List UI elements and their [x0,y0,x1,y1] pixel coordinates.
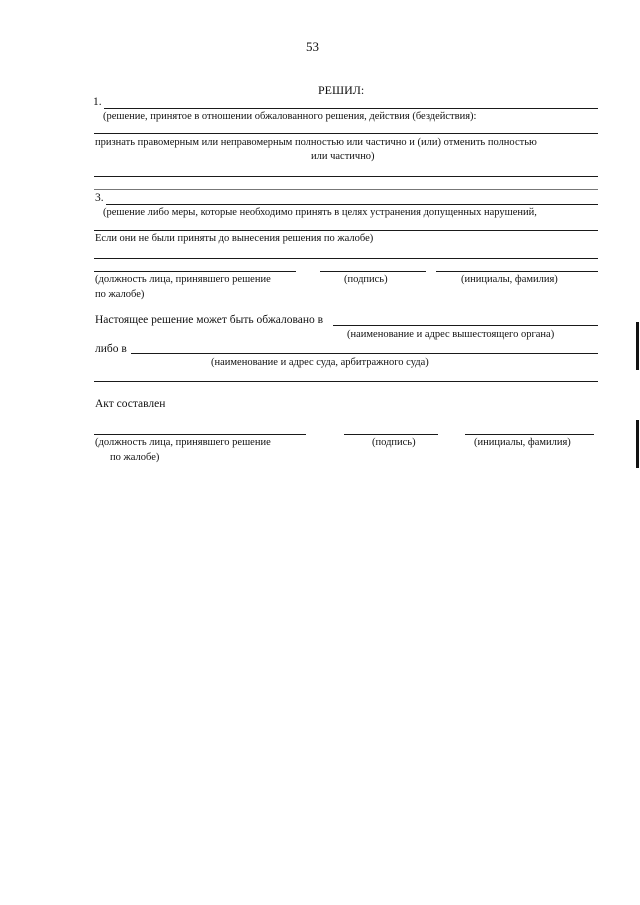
sig2-position-line [94,434,306,435]
sig1-position-label-1: (должность лица, принявшего решение [95,274,271,285]
item-1-line [104,108,598,109]
sig2-signature-label: (подпись) [372,437,416,448]
court-caption: (наименование и адрес суда, арбитражного суда) [211,357,429,368]
sig1-signature-line [320,271,426,272]
higher-body-line [333,325,598,326]
higher-body-caption: (наименование и адрес вышестоящего органа) [347,329,555,340]
sig2-signature-line [344,434,438,435]
item-1-caption: (решение, принятое в отношении обжалованного решения, действия (бездействия): [103,111,477,122]
appeal-blank-line [94,381,598,382]
item-1-options-line-2: или частично) [311,151,375,162]
page-number: 53 [306,39,319,54]
item-1-answer-line [94,133,598,134]
sig1-name-line [436,271,598,272]
sig2-position-label-1: (должность лица, принявшего решение [95,437,271,448]
sig2-position-label-2: по жалобе) [110,452,160,463]
sig2-name-line [465,434,594,435]
item-3-number: 3. [95,192,104,204]
decision-heading: РЕШИЛ: [318,83,365,97]
item-2-line-b [94,189,598,190]
item-3-caption-cont: Если они не были приняты до вынесения решения по жалобе) [95,233,374,244]
sig1-position-line [94,271,296,272]
item-1-number: 1. [93,96,102,108]
item-1-options-line-1: признать правомерным или неправомерным полностью или частично и (или) отменить полностью [95,137,537,148]
item-3-caption: (решение либо меры, которые необходимо принять в целях устранения допущенных нарушений, [103,207,537,218]
court-line [131,353,598,354]
sig2-name-label: (инициалы, фамилия) [474,437,571,448]
item-3-line [106,204,598,205]
appeal-text: Настоящее решение может быть обжаловано в [95,314,324,326]
sig1-signature-label: (подпись) [344,274,388,285]
item-3-line-b [94,258,598,259]
item-2-line-a [94,176,598,177]
scan-edge-mark-upper [636,322,639,370]
scan-edge-mark-lower [636,420,639,468]
or-in-label: либо в [95,343,127,355]
sig1-name-label: (инициалы, фамилия) [461,274,558,285]
act-compiled-label: Акт составлен [95,398,166,410]
item-3-answer-line [94,230,598,231]
sig1-position-label-2: по жалобе) [95,289,145,300]
